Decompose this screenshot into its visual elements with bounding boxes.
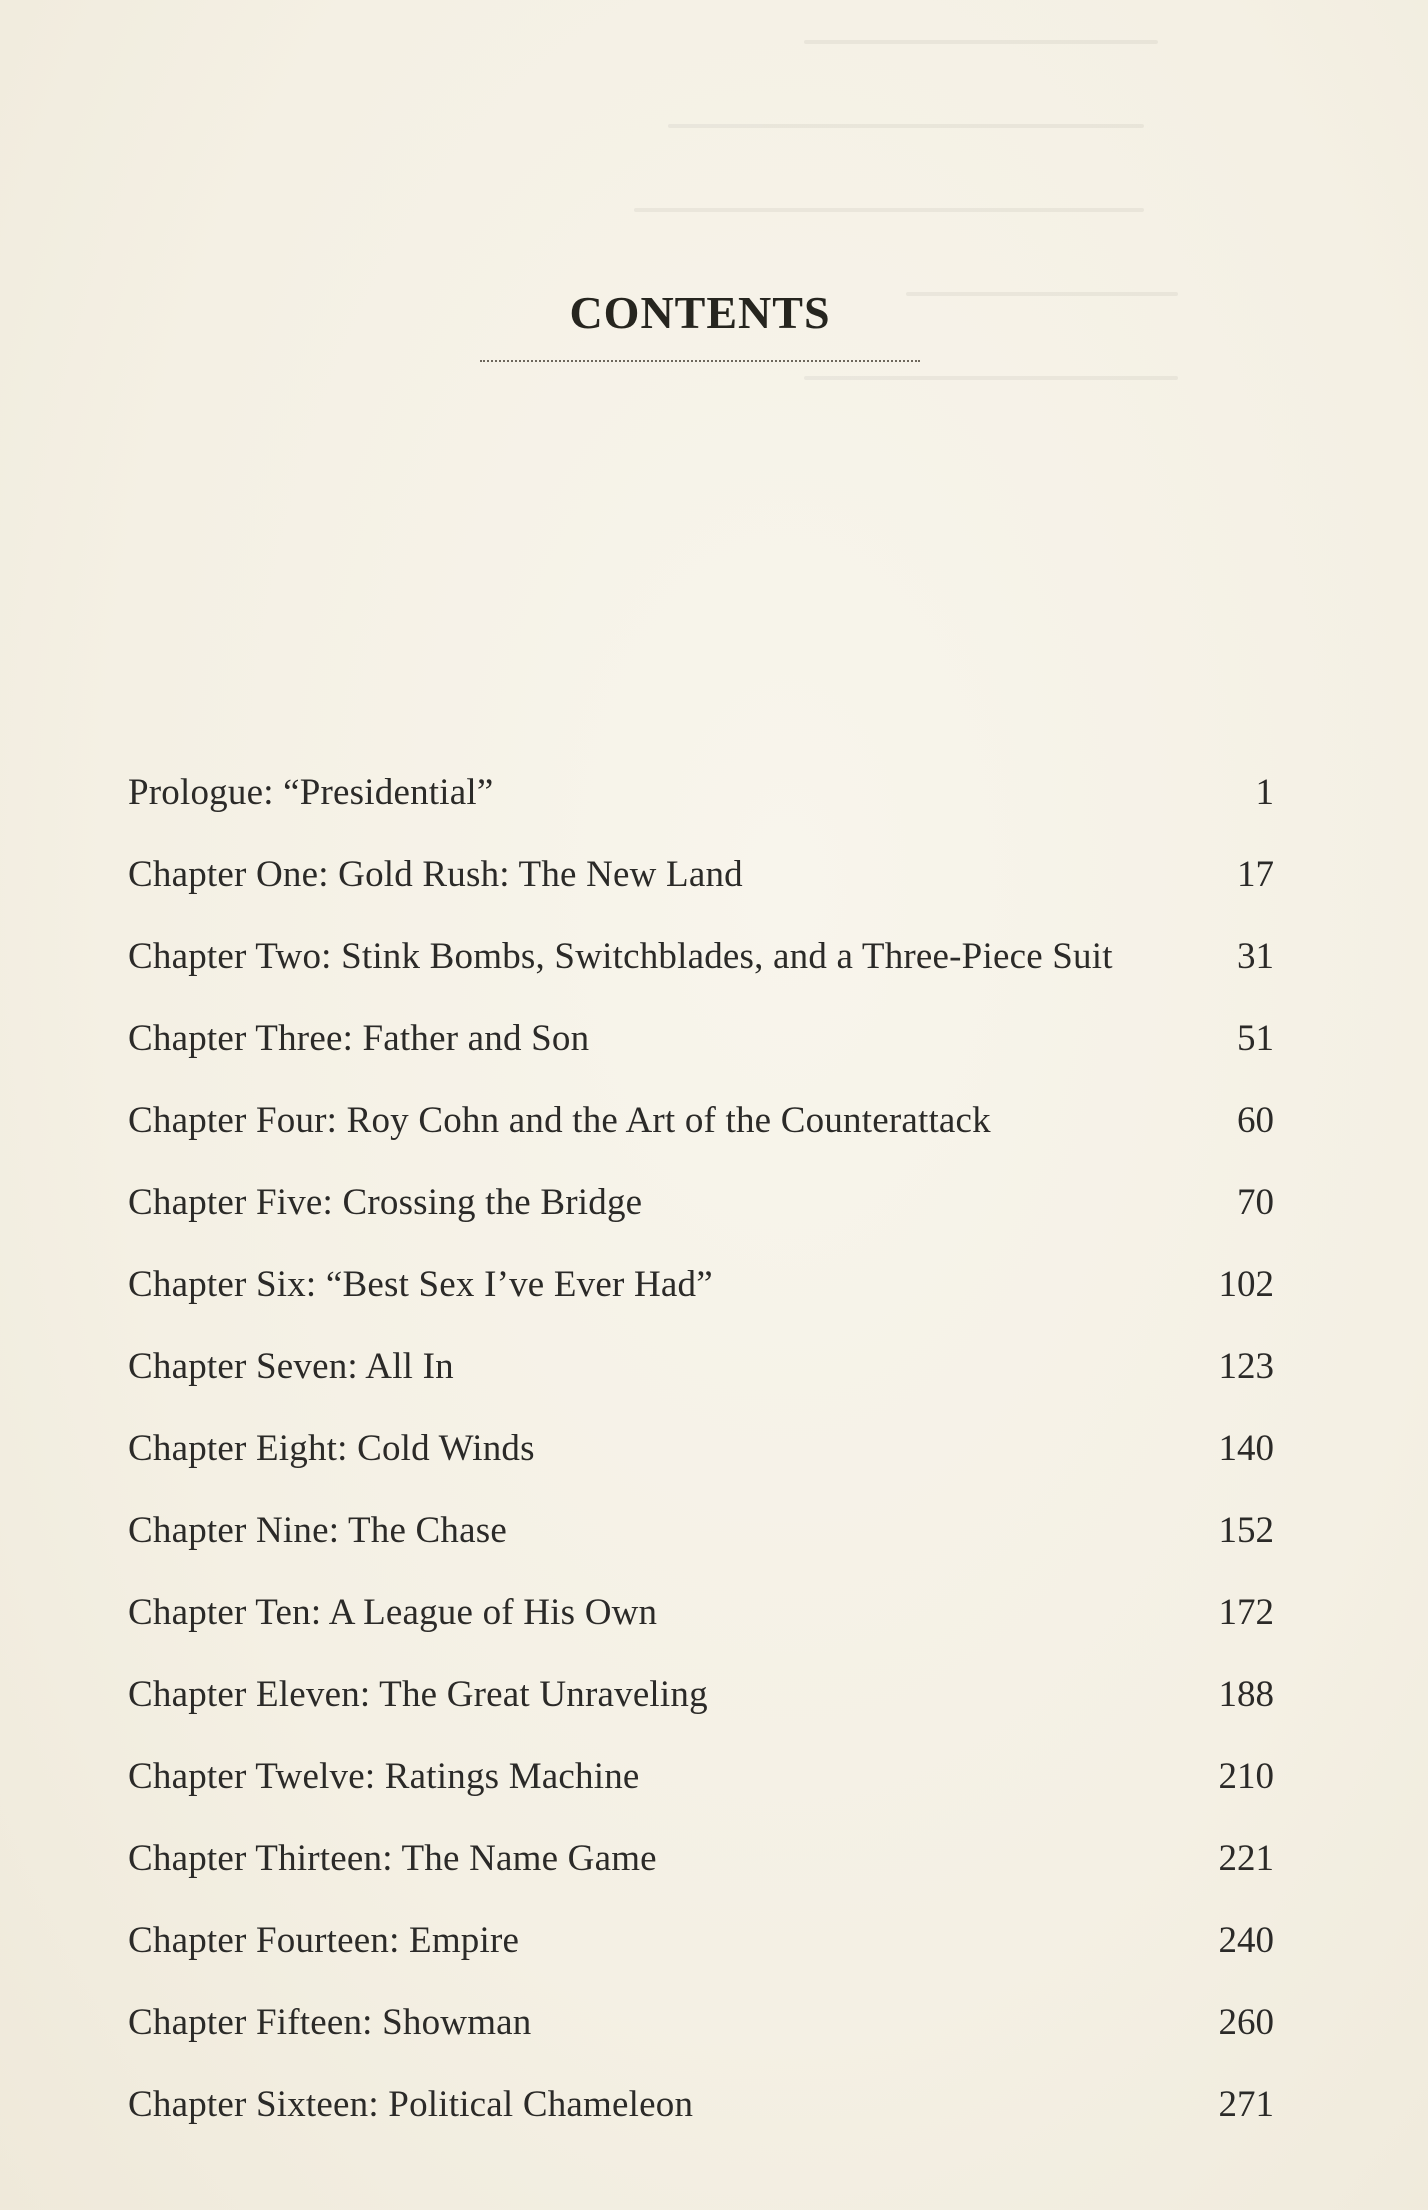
toc-entry-page-number: 260: [1218, 2002, 1274, 2043]
toc-entry: [128, 1982, 1274, 2064]
toc-entry: [128, 2064, 1274, 2146]
toc-entry-page-number: 123: [1218, 1346, 1274, 1387]
toc-entry: [128, 1818, 1274, 1900]
toc-entry-title: Chapter Five: Crossing the Bridge: [128, 1182, 643, 1223]
toc-entry-title: Chapter Fourteen: Empire: [128, 1920, 520, 1961]
heading-divider: [480, 360, 920, 362]
toc-entry-title: Chapter Two: Stink Bombs, Switchblades, and a Three-Piece Suit: [128, 936, 1113, 977]
toc-entry-title: Chapter Fifteen: Showman: [128, 2002, 532, 2043]
toc-entry-page-number: 31: [1237, 936, 1274, 977]
toc-entry: [128, 834, 1274, 916]
toc-entry-page-number: 210: [1218, 1756, 1274, 1797]
toc-entry: [128, 1572, 1274, 1654]
toc-entry: [128, 1408, 1274, 1490]
toc-entry-title: Chapter Eleven: The Great Unraveling: [128, 1674, 708, 1715]
toc-entry-page-number: 70: [1237, 1182, 1274, 1223]
toc-entry-page-number: 188: [1218, 1674, 1274, 1715]
toc-entry-page-number: 60: [1237, 1100, 1274, 1141]
toc-entry: [128, 1244, 1274, 1326]
toc-entry-title: Chapter Three: Father and Son: [128, 1018, 590, 1059]
toc-entry-page-number: 172: [1218, 1592, 1274, 1633]
toc-entry-title: Chapter Six: “Best Sex I’ve Ever Had”: [128, 1264, 713, 1305]
contents-heading: CONTENTS: [569, 286, 831, 338]
toc-entry: [128, 1490, 1274, 1572]
toc-entry-page-number: 102: [1218, 1264, 1274, 1305]
toc-entry-title: Chapter Eight: Cold Winds: [128, 1428, 535, 1469]
toc-entry-title: Chapter Nine: The Chase: [128, 1510, 507, 1551]
toc-entry-page-number: 1: [1255, 772, 1274, 813]
toc-entry-title: Chapter Thirteen: The Name Game: [128, 1838, 657, 1879]
toc-entry: [128, 1654, 1274, 1736]
toc-entry: [128, 752, 1274, 834]
toc-entry: [128, 998, 1274, 1080]
toc-entry-title: Chapter One: Gold Rush: The New Land: [128, 854, 743, 895]
toc-entry: [128, 1736, 1274, 1818]
toc-entry-title: Chapter Seven: All In: [128, 1346, 454, 1387]
toc-entry-page-number: 17: [1237, 854, 1274, 895]
toc-entry: [128, 1162, 1274, 1244]
toc-entry-title: Chapter Twelve: Ratings Machine: [128, 1756, 640, 1797]
toc-entry-title: Prologue: “Presidential”: [128, 772, 494, 813]
toc-entry: [128, 916, 1274, 998]
toc-entry: [128, 1326, 1274, 1408]
toc-entry-page-number: 140: [1218, 1428, 1274, 1469]
toc-entry: [128, 1900, 1274, 1982]
toc-entry-title: Chapter Four: Roy Cohn and the Art of the Counterattack: [128, 1100, 991, 1141]
toc-entry-title: Chapter Ten: A League of His Own: [128, 1592, 658, 1633]
toc-entry-page-number: 221: [1218, 1838, 1274, 1879]
toc-entry: [128, 1080, 1274, 1162]
toc-entry-title: Chapter Sixteen: Political Chameleon: [128, 2084, 694, 2125]
toc-entry-page-number: 271: [1218, 2084, 1274, 2125]
toc-entry-page-number: 240: [1218, 1920, 1274, 1961]
table-of-contents: [128, 752, 1274, 2146]
toc-entry-page-number: 51: [1237, 1018, 1274, 1059]
toc-entry-page-number: 152: [1218, 1510, 1274, 1551]
